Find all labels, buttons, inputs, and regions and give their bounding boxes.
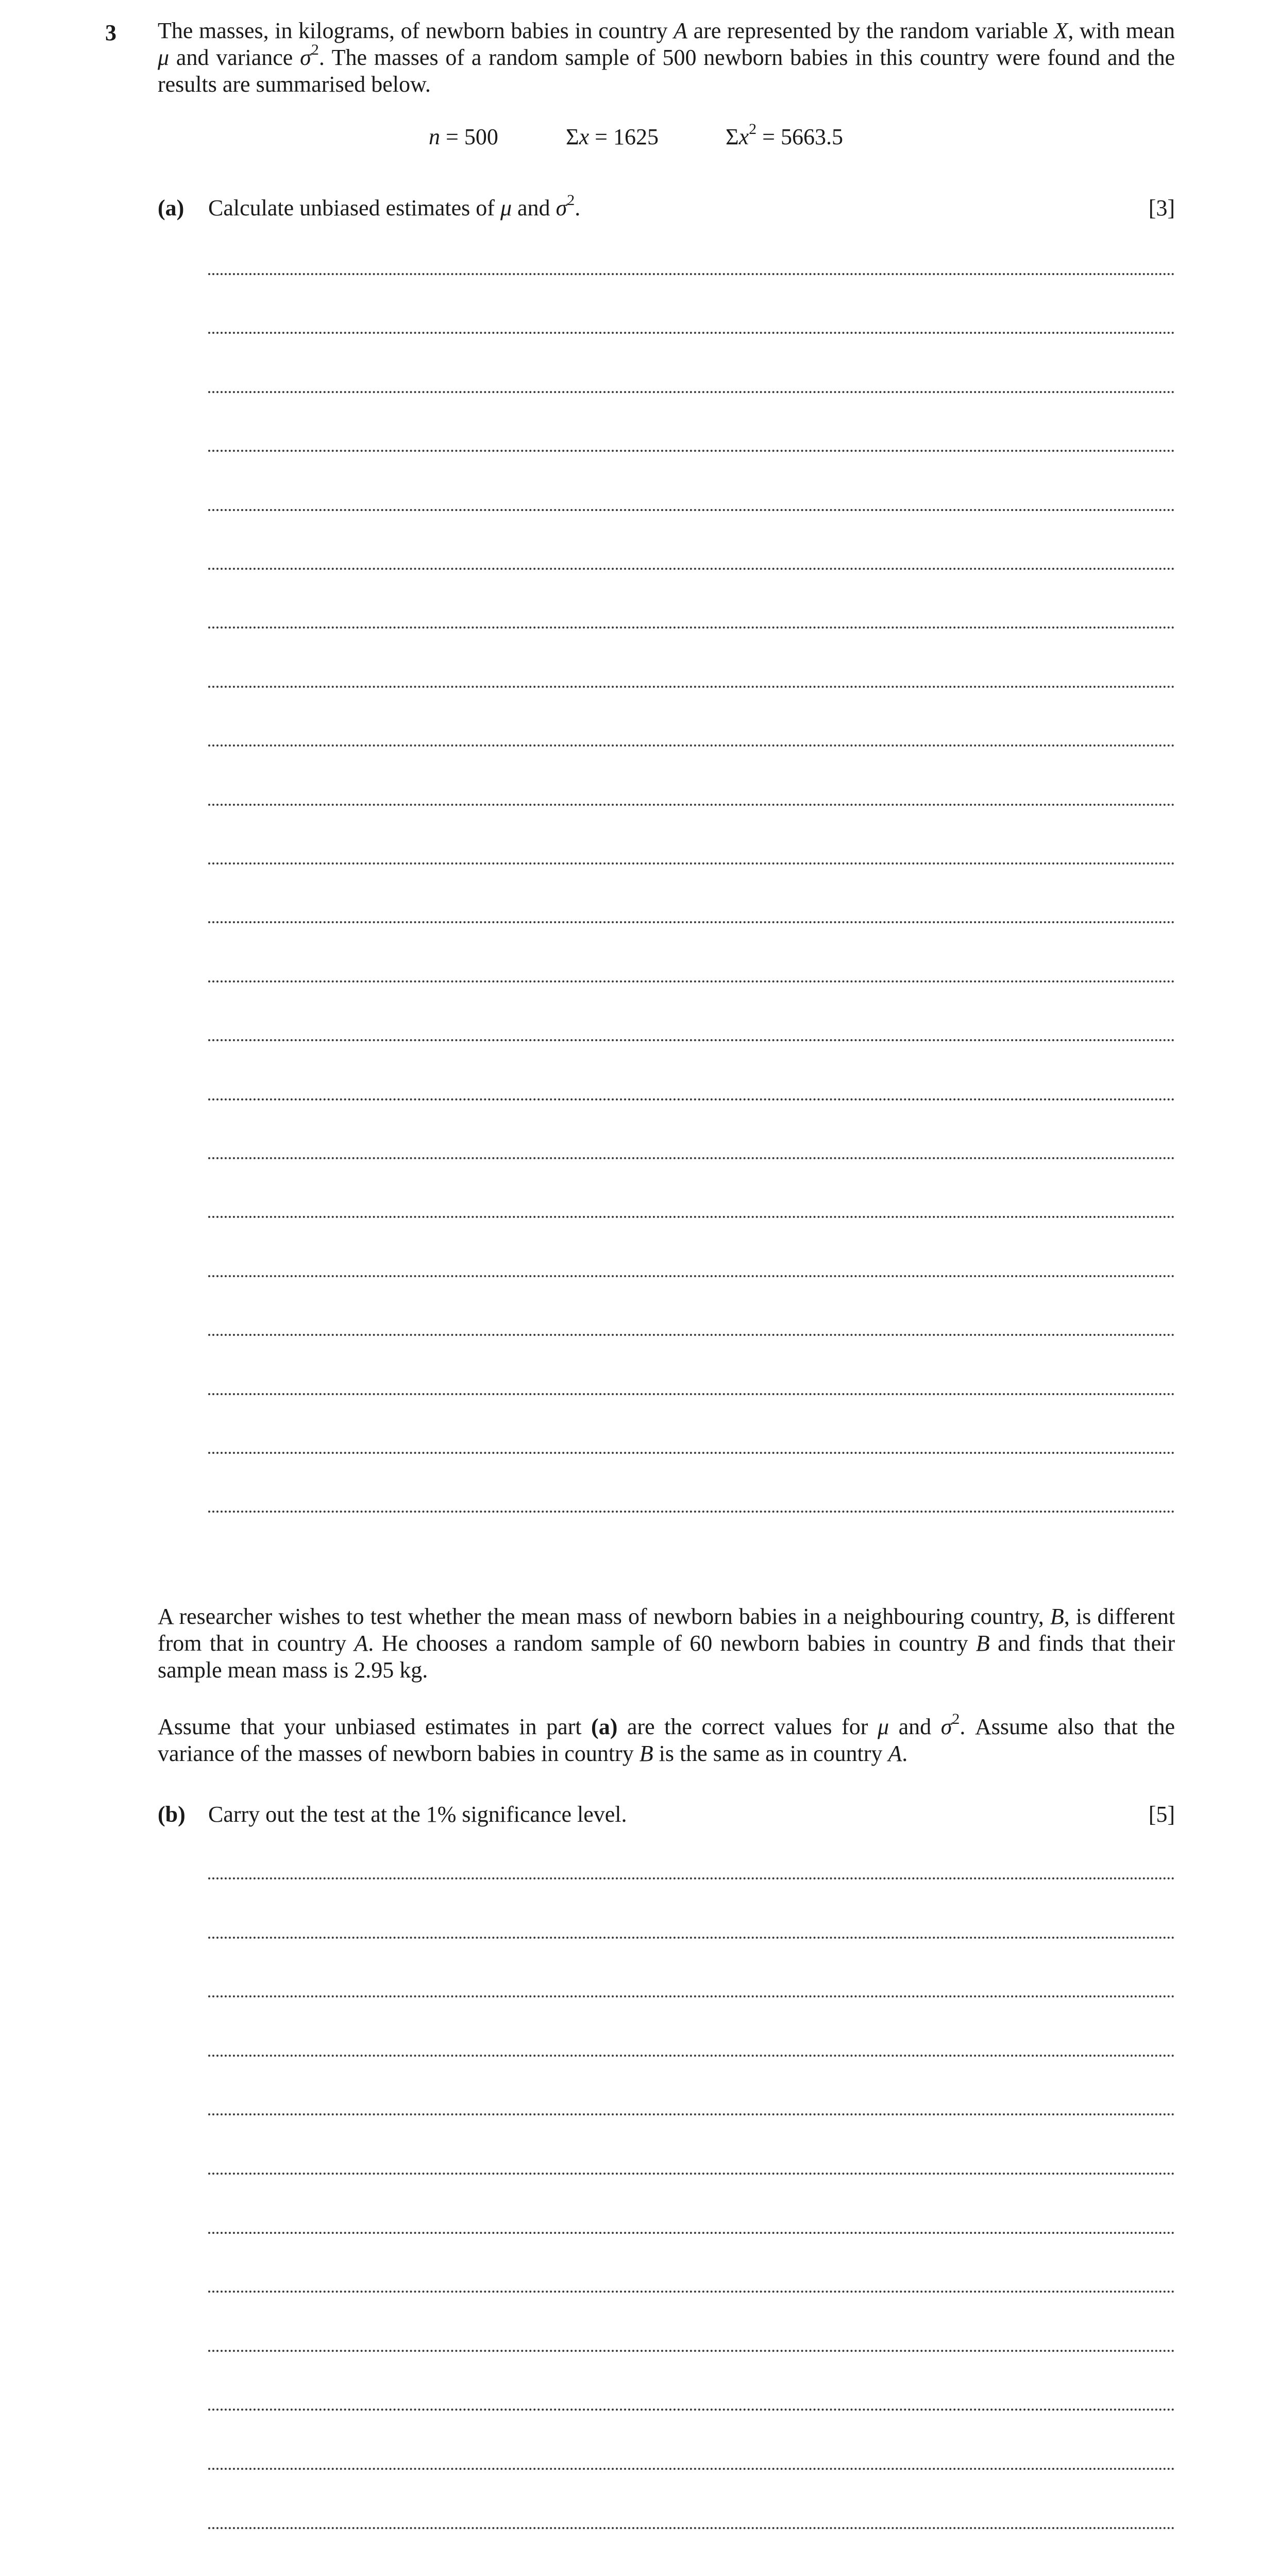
- answer-line[interactable]: [208, 2173, 1175, 2175]
- stat-sum-x-squared: $\Sigma x^2 = 5663.5$: [726, 121, 843, 149]
- answer-line[interactable]: [208, 2409, 1175, 2411]
- answer-line[interactable]: [208, 2468, 1175, 2470]
- question-number: 3: [105, 20, 116, 45]
- answer-line[interactable]: [208, 1452, 1175, 1454]
- answer-line[interactable]: [208, 1334, 1175, 1336]
- answer-line[interactable]: [208, 1216, 1175, 1218]
- answer-line[interactable]: [208, 1157, 1175, 1159]
- answer-line[interactable]: [208, 2232, 1175, 2234]
- answer-line[interactable]: [208, 804, 1175, 806]
- answer-line[interactable]: [208, 568, 1175, 570]
- context-paragraph-1: A researcher wishes to test whether the mean mass of newborn babies in a neighbouring country, B, is different from that in country A. He chooses a random sample of 60 newborn babies in country B and finds that their sample mean mass is 2.95 kg.: [158, 1604, 1175, 1683]
- summary-statistics: [0, 121, 1278, 155]
- answer-line[interactable]: [208, 450, 1175, 452]
- answer-line[interactable]: [208, 1877, 1175, 1879]
- answer-line[interactable]: [208, 2291, 1175, 2293]
- answer-line[interactable]: [208, 1275, 1175, 1277]
- answer-line[interactable]: [208, 391, 1175, 393]
- answer-line[interactable]: [208, 1393, 1175, 1395]
- answer-line[interactable]: [208, 273, 1175, 275]
- answer-line[interactable]: [208, 1995, 1175, 1997]
- part-a-label: (a): [158, 195, 184, 221]
- answer-line[interactable]: [208, 686, 1175, 688]
- answer-line[interactable]: [208, 1098, 1175, 1100]
- part-b-marks: [5]: [1148, 1802, 1175, 1827]
- answer-line[interactable]: [208, 332, 1175, 334]
- answer-line[interactable]: [208, 2527, 1175, 2529]
- question-intro: The masses, in kilograms, of newborn babies in country A are represented by the random variable X, with mean μ and variance $\sigma^2$. The masses of a random sample of 500 newborn babies in this country were found and the results are summarised below.: [158, 18, 1175, 97]
- part-b-question: Carry out the test at the 1% significance level.: [208, 1802, 627, 1827]
- stat-n: n = 500: [429, 124, 498, 149]
- answer-line[interactable]: [208, 1511, 1175, 1513]
- part-b-label: (b): [158, 1802, 186, 1827]
- answer-line[interactable]: [208, 980, 1175, 982]
- context-paragraph-2: Assume that your unbiased estimates in part (a) are the correct values for μ and $\sigma^2$. Assume also that the variance of the masses of newborn babies in country B is the same as in country A.: [158, 1710, 1175, 1766]
- answer-line[interactable]: [208, 1937, 1175, 1939]
- answer-line[interactable]: [208, 862, 1175, 865]
- answer-line[interactable]: [208, 509, 1175, 511]
- answer-line[interactable]: [208, 921, 1175, 923]
- answer-line[interactable]: [208, 626, 1175, 629]
- answer-line[interactable]: [208, 2350, 1175, 2352]
- answer-line[interactable]: [208, 744, 1175, 747]
- answer-line[interactable]: [208, 1039, 1175, 1041]
- answer-line[interactable]: [208, 2113, 1175, 2115]
- part-a-marks: [3]: [1148, 195, 1175, 221]
- answer-line[interactable]: [208, 2055, 1175, 2057]
- part-a-question: Calculate unbiased estimates of μ and $\sigma^2$.: [208, 192, 581, 221]
- stat-sum-x: Σx = 1625: [566, 124, 659, 149]
